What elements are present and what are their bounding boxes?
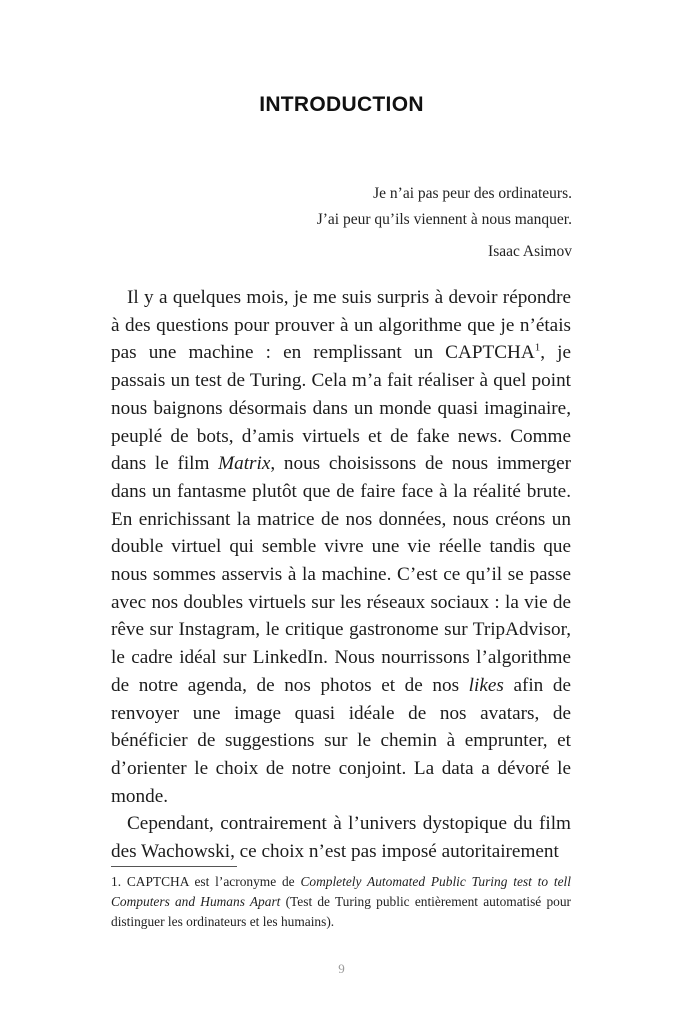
paragraph-1-part-3: , nous choisissons de nous immerger dans un fantasme plutôt que de faire face à la réalité brute. En enrichissant la matrice de nos données, nous créons un double virtuel qui semble vivre une vie réelle tandis que nous sommes asservis à la machine. C’est ce qu’il se passe avec nos doubles virtuels sur les réseaux sociaux : la vie de rêve sur Instagram, le critique gastronome sur TripAdvisor, le cadre idéal sur LinkedIn. Nous nourrissons l’algorithme de notre agenda, de nos photos et de nos: [111, 453, 571, 696]
paragraph-1: [111, 284, 571, 810]
page-number: 9: [338, 961, 345, 976]
epigraph-line-2: J’ai peur qu’ils viennent à nous manquer.: [316, 211, 572, 228]
paragraph-1-part-2: , je passais un test de Turing. Cela m’a fait réaliser à quel point nous baignons désormais dans un monde quasi imaginaire, peuplé de bots, d’amis virtuels et de fake news. Comme dans le film: [111, 342, 571, 475]
epigraph: [317, 181, 572, 265]
emphasis-likes: likes: [468, 674, 504, 696]
chapter-title: INTRODUCTION: [259, 93, 424, 116]
paragraph-2: [111, 810, 571, 865]
footnote-reference: 1: [534, 342, 541, 355]
paragraph-2-text: Cependant, contrairement à l’univers dystopique du film des Wachowski, ce choix n’est pas imposé autoritairement: [111, 813, 571, 863]
body-text: [111, 284, 571, 866]
epigraph-author: Isaac Asimov: [488, 243, 572, 260]
paragraph-1-part-4: afin de renvoyer une image quasi idéale de nos avatars, de bénéficier de suggestions sur le chemin à emprunter, et d’orienter le choix de notre conjoint. La data a dévoré le monde.: [111, 674, 571, 807]
footnote-emphasis: Completely Automated Public Turing test to tell Computers and Humans Apart: [111, 874, 571, 909]
footnote: [111, 872, 571, 932]
paragraph-1-part-1: Il y a quelques mois, je me suis surpris à devoir répondre à des questions pour prouver à un algorithme que je n’étais pas une machine : en remplissant un CAPTCHA: [111, 287, 571, 364]
footnote-separator: [111, 866, 237, 867]
footnote-prefix: 1. CAPTCHA est l’acronyme de: [111, 874, 301, 889]
epigraph-line-1: Je n’ai pas peur des ordinateurs.: [373, 185, 572, 202]
film-title-matrix: Matrix: [218, 453, 271, 475]
footnote-suffix: (Test de Turing public entièrement automatisé pour distinguer les ordinateurs et les humains).: [111, 894, 571, 929]
